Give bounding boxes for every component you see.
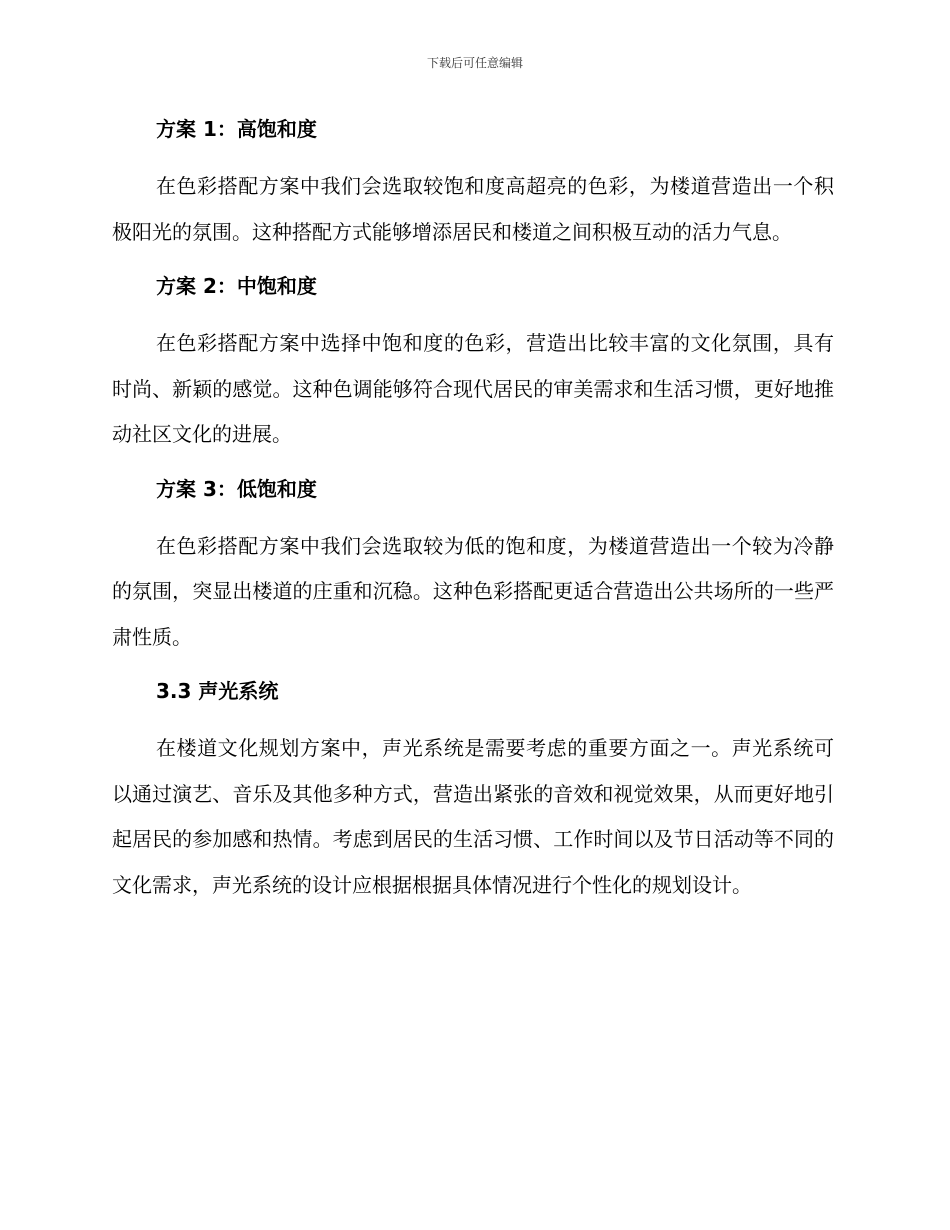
- page-header: 下载后可任意编辑: [426, 56, 523, 70]
- section-heading-scheme-3: 方案 3：低饱和度: [156, 476, 317, 501]
- section-heading-scheme-2: 方案 2：中饱和度: [156, 274, 317, 298]
- section-heading-scheme-1: 方案 1：高饱和度: [156, 117, 317, 141]
- section-paragraph-sound-light: 在楼道文化规划方案中，声光系统是需要考虑的重要方面之一。声光系统可以通过演艺、音乐及其他多种方式，营造出紧张的音效和视觉效果，从而更好地引起居民的参加感和热情。考虑到居民的生活习惯、工作时间以及节日活动等不同的文化需求，声光系统的设计应根据根据具体情况进行个性化的规划设计。: [112, 736, 834, 897]
- section-paragraph-scheme-2: 在色彩搭配方案中选择中饱和度的色彩，营造出比较丰富的文化氛围，具有时尚、新颖的感觉。这种色调能够符合现代居民的审美需求和生活习惯，更好地推动社区文化的进展。: [112, 331, 834, 446]
- section-paragraph-scheme-3: 在色彩搭配方案中我们会选取较为低的饱和度，为楼道营造出一个较为冷静的氛围，突显出楼道的庄重和沉稳。这种色彩搭配更适合营造出公共场所的一些严肃性质。: [112, 533, 834, 649]
- section-heading-sound-light: 3.3 声光系统: [156, 679, 279, 703]
- document-body: [112, 112, 834, 908]
- section-paragraph-scheme-1: 在色彩搭配方案中我们会选取较饱和度高超亮的色彩，为楼道营造出一个积极阳光的氛围。这种搭配方式能够增添居民和楼道之间积极互动的活力气息。: [112, 174, 834, 244]
